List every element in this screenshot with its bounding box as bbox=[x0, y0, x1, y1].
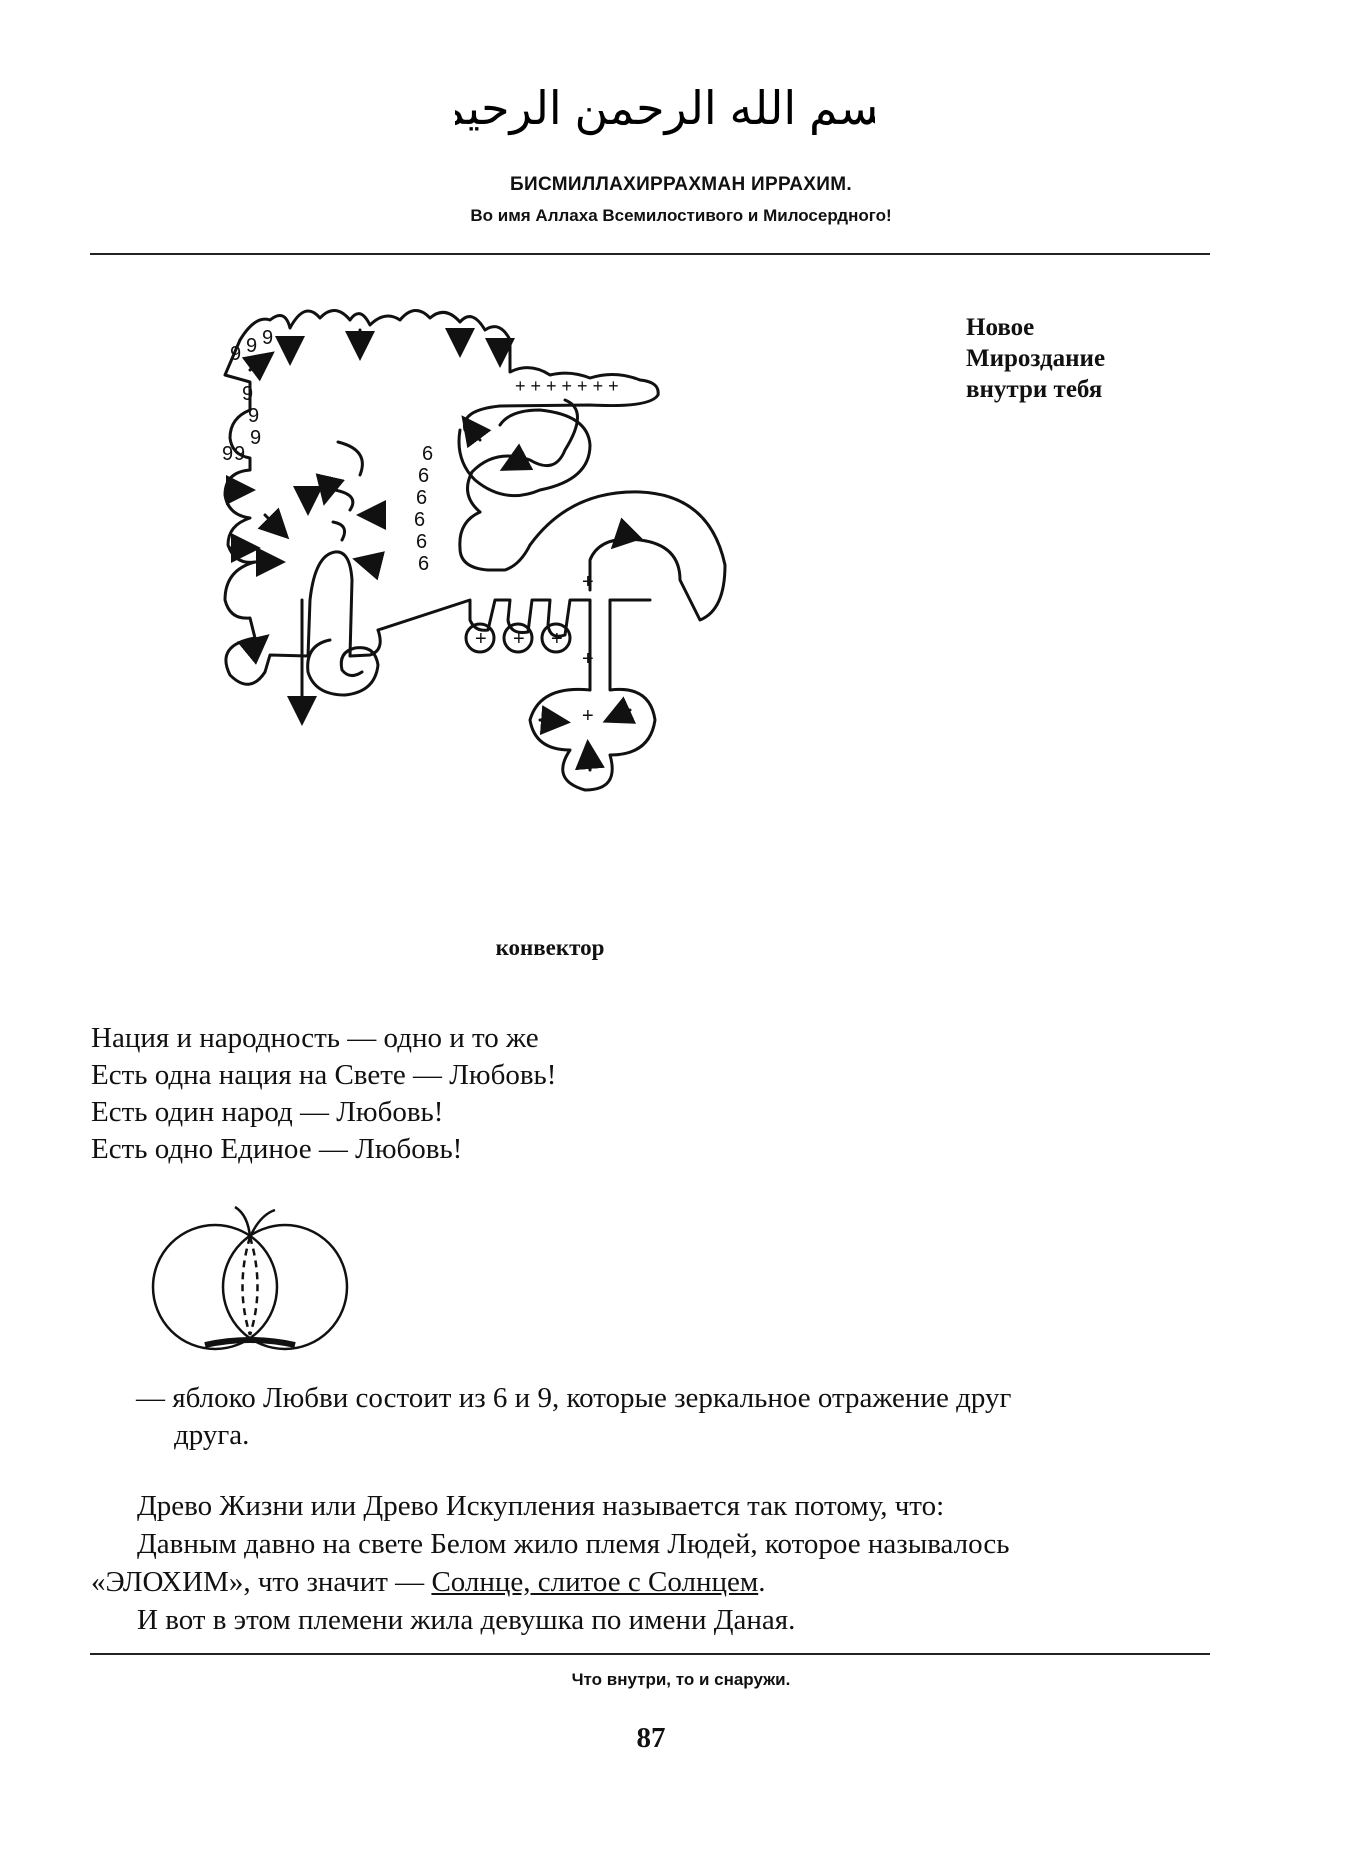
calligraphy-text: بسم الله الرحمن الرحيم bbox=[455, 82, 875, 134]
body-text: . bbox=[758, 1566, 766, 1598]
nine-label: 9 bbox=[234, 443, 246, 465]
nine-label: 9 bbox=[222, 443, 234, 465]
nine-label: 9 bbox=[262, 327, 274, 349]
poem-line: Есть один народ — Любовь! bbox=[91, 1096, 444, 1128]
six-label: 6 bbox=[414, 509, 426, 531]
header-subtitle: Во имя Аллаха Всемилостивого и Милосердного! bbox=[470, 206, 892, 225]
footer-motto: Что внутри, то и снаружи. bbox=[571, 1670, 791, 1689]
header-title: БИСМИЛЛАХИРРАХМАН ИРРАХИМ. bbox=[510, 174, 852, 195]
page-number: 87 bbox=[636, 1722, 666, 1754]
poem bbox=[91, 1020, 556, 1168]
body-text: «ЭЛОХИМ», что значит — bbox=[91, 1566, 432, 1598]
poem-line: Есть одна нация на Свете — Любовь! bbox=[91, 1059, 557, 1091]
bismillah-calligraphy bbox=[455, 62, 875, 152]
body-line: И вот в этом племени жила девушка по имени Даная. bbox=[137, 1604, 796, 1636]
body-line: Давным давно на свете Белом жило племя Людей, которое называлось bbox=[137, 1528, 1010, 1560]
apple-note bbox=[136, 1380, 1216, 1454]
poem-line: Нация и народность — одно и то же bbox=[91, 1022, 539, 1054]
nine-label: 9 bbox=[242, 383, 254, 405]
plus-row: + + + + + + + bbox=[515, 376, 619, 396]
figure-caption: конвектор bbox=[495, 935, 605, 960]
plus-label: + bbox=[551, 628, 563, 650]
nine-label: 9 bbox=[246, 335, 258, 357]
plus-label: + bbox=[582, 571, 594, 593]
six-label: 6 bbox=[418, 553, 430, 575]
plus-label: + bbox=[513, 628, 525, 650]
side-caption-line: Новое bbox=[966, 314, 1035, 341]
footer-divider bbox=[90, 1653, 1210, 1655]
figure-side-caption bbox=[966, 312, 1105, 405]
body-paragraph bbox=[91, 1487, 1221, 1639]
six-label: 6 bbox=[418, 465, 430, 487]
header-divider bbox=[90, 253, 1210, 255]
plus-label: + bbox=[582, 705, 594, 727]
nine-label: 9 bbox=[250, 427, 262, 449]
body-line: Древо Жизни или Древо Искупления называется так потому, что: bbox=[137, 1490, 945, 1522]
poem-line: Есть одно Единое — Любовь! bbox=[91, 1133, 463, 1165]
nine-label: 9 bbox=[230, 343, 242, 365]
apple-drawing bbox=[140, 1185, 360, 1360]
underlined-phrase: Солнце, слитое с Солнцем bbox=[431, 1566, 759, 1598]
convector-drawing bbox=[210, 300, 770, 930]
six-label: 6 bbox=[416, 531, 428, 553]
six-label: 6 bbox=[422, 443, 434, 465]
body-line bbox=[91, 1563, 1221, 1601]
apple-note-line: — яблоко Любви состоит из 6 и 9, которые зеркальное отражение друг bbox=[136, 1382, 1012, 1414]
six-label: 6 bbox=[416, 487, 428, 509]
apple-note-line: друга. bbox=[174, 1419, 250, 1451]
side-caption-line: Мироздание bbox=[966, 345, 1106, 372]
plus-label: + bbox=[582, 648, 594, 670]
plus-label: + bbox=[475, 628, 487, 650]
side-caption-line: внутри тебя bbox=[966, 376, 1103, 403]
nine-label: 9 bbox=[248, 405, 260, 427]
